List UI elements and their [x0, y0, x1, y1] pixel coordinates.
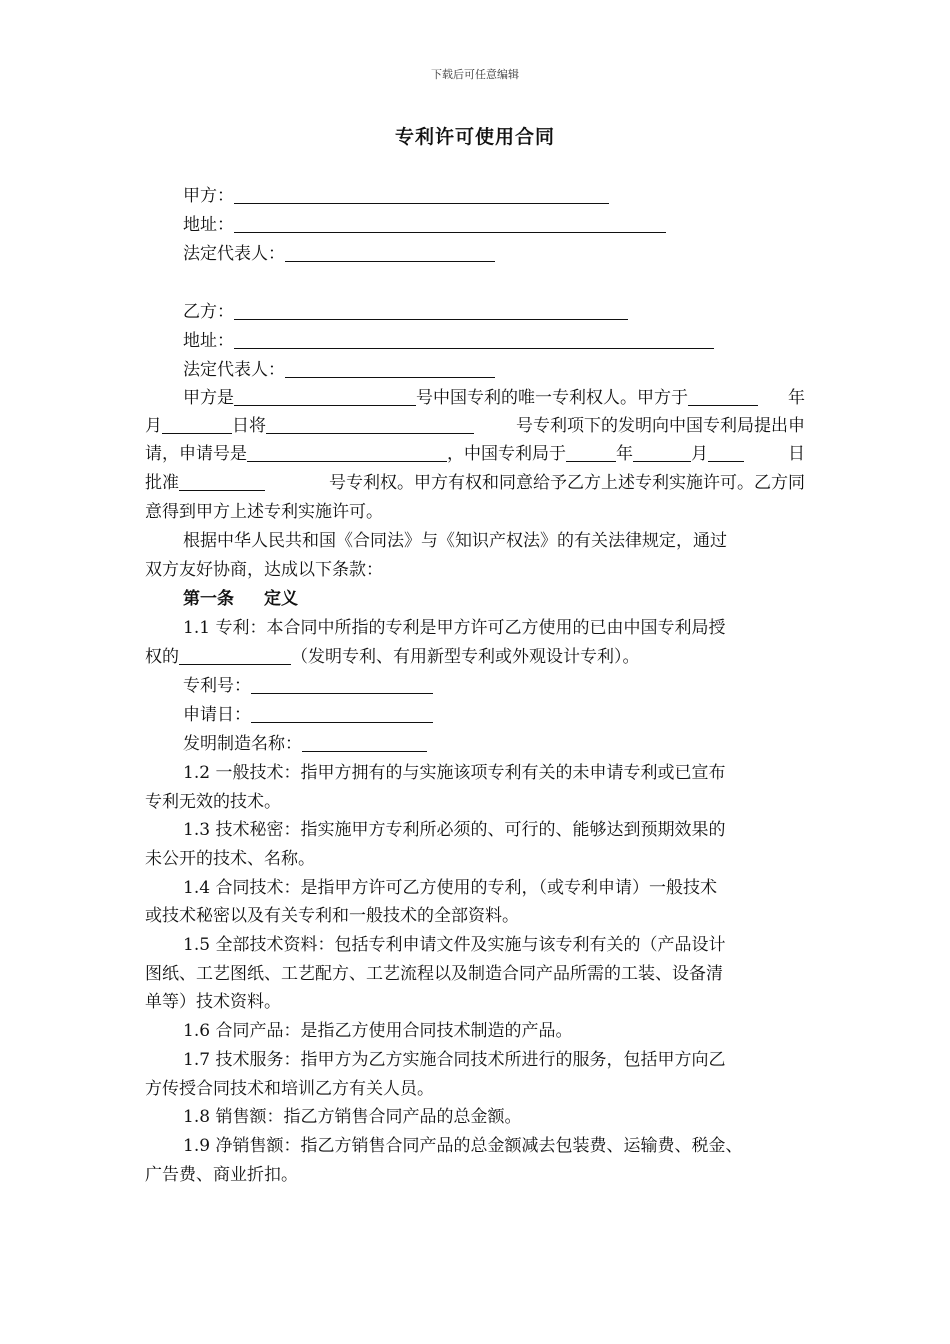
- p1-text-c: 年: [788, 388, 805, 408]
- invention-name-line: [183, 734, 427, 754]
- party-a-address-line: [183, 215, 666, 235]
- def-1-7-line2: 方传授合同技术和培训乙方有关人员。: [145, 1079, 434, 1099]
- p1-blank-year: [688, 388, 758, 406]
- party-b-rep-blank: [285, 360, 495, 378]
- page-title: 专利许可使用合同: [394, 126, 555, 148]
- party-a-label: 甲方：: [183, 186, 234, 206]
- invention-name-label: 发明制造名称：: [183, 734, 302, 754]
- def-1-1-blank: [179, 647, 291, 665]
- def-1-2-line1: 1.2 一般技术：指甲方拥有的与实施该项专利有关的未申请专利或已宣布: [183, 763, 726, 783]
- p1-text-i: 年: [616, 444, 633, 464]
- def-1-6-line1: 1.6 合同产品：是指乙方使用合同技术制造的产品。: [183, 1021, 573, 1041]
- p2-line1: 根据中华人民共和国《合同法》与《知识产权法》的有关法律规定，通过: [183, 531, 727, 551]
- article1-title: 定义: [264, 589, 298, 609]
- p1-text-g: 请，申请号是: [145, 444, 247, 464]
- p1-text-l: 批准: [145, 473, 179, 493]
- def-1-3-line2: 未公开的技术、名称。: [145, 849, 315, 869]
- p1-blank-year2: [566, 444, 616, 462]
- article1-number: 第一条: [183, 589, 234, 609]
- def-1-4-line1: 1.4 合同技术：是指甲方许可乙方使用的专利，（或专利申请）一般技术: [183, 878, 717, 898]
- def-1-1-line1: 1.1 专利：本合同中所指的专利是甲方许可乙方使用的已由中国专利局授: [183, 618, 726, 638]
- party-b-line: [183, 302, 628, 322]
- party-b-blank: [234, 302, 628, 320]
- article1-heading: [183, 589, 298, 609]
- def-1-7-line1: 1.7 技术服务：指甲方为乙方实施合同技术所进行的服务，包括甲方向乙: [183, 1050, 726, 1070]
- p1-line3: [145, 444, 805, 464]
- p1-blank-patent-no: [234, 388, 416, 406]
- party-b-address-line: [183, 331, 714, 351]
- def-1-9-line1: 1.9 净销售额：指乙方销售合同产品的总金额减去包装费、运输费、税金、: [183, 1136, 743, 1156]
- patent-no-label: 专利号：: [183, 676, 251, 696]
- apply-date-line: [183, 705, 433, 725]
- party-a-address-label: 地址：: [183, 215, 234, 235]
- def-1-1-text-b: （发明专利、有用新型专利或外观设计专利）。: [291, 647, 640, 667]
- party-a-blank: [234, 186, 609, 204]
- apply-date-blank: [251, 705, 433, 723]
- apply-date-label: 申请日：: [183, 705, 251, 725]
- p1-text-k: 日: [788, 444, 805, 464]
- header-note: 下载后可任意编辑: [431, 68, 519, 81]
- def-1-1-line2: [145, 647, 640, 667]
- party-a-line: [183, 186, 609, 206]
- def-1-8-line1: 1.8 销售额：指乙方销售合同产品的总金额。: [183, 1107, 522, 1127]
- p1-line1: [183, 388, 805, 408]
- p1-blank-apply-no: [247, 444, 447, 462]
- p1-text-b: 号中国专利的唯一专利权人。甲方于: [416, 388, 688, 408]
- def-1-4-line2: 或技术秘密以及有关专利和一般技术的全部资料。: [145, 906, 519, 926]
- patent-no-line: [183, 676, 433, 696]
- def-1-9-line2: 广告费、商业折扣。: [145, 1165, 298, 1185]
- party-b-address-blank: [234, 331, 714, 349]
- p1-text-j: 月: [691, 444, 708, 464]
- p1-blank-month: [162, 416, 232, 434]
- party-a-rep-blank: [285, 244, 495, 262]
- party-a-rep-label: 法定代表人：: [183, 244, 285, 264]
- p1-line4: [145, 473, 805, 493]
- p1-line5: 意得到甲方上述专利实施许可。: [145, 502, 383, 522]
- party-b-rep-line: [183, 360, 495, 380]
- p1-blank-grant-no: [179, 473, 265, 491]
- p1-text-f: 号专利项下的发明向中国专利局提出申: [516, 416, 805, 436]
- party-b-address-label: 地址：: [183, 331, 234, 351]
- invention-name-blank: [302, 734, 427, 752]
- party-b-rep-label: 法定代表人：: [183, 360, 285, 380]
- p1-text-d: 月: [145, 416, 162, 436]
- def-1-5-line1: 1.5 全部技术资料：包括专利申请文件及实施与该专利有关的（产品设计: [183, 935, 726, 955]
- p1-blank-day2: [708, 444, 744, 462]
- def-1-5-line2: 图纸、工艺图纸、工艺配方、工艺流程以及制造合同产品所需的工装、设备清: [145, 964, 723, 984]
- def-1-3-line1: 1.3 技术秘密：指实施甲方专利所必须的、可行的、能够达到预期效果的: [183, 820, 726, 840]
- p1-line2: [145, 416, 805, 436]
- p1-text-e: 日将: [232, 416, 266, 436]
- def-1-5-line3: 单等）技术资料。: [145, 992, 281, 1012]
- def-1-2-line2: 专利无效的技术。: [145, 792, 281, 812]
- p1-blank-month2: [633, 444, 691, 462]
- party-a-rep-line: [183, 244, 495, 264]
- p2-line2: 双方友好协商，达成以下条款：: [145, 560, 383, 580]
- def-1-1-text-a: 权的: [145, 647, 179, 667]
- p1-blank-patent2: [266, 416, 474, 434]
- party-b-label: 乙方：: [183, 302, 234, 322]
- p1-text-h: ，中国专利局于: [447, 444, 566, 464]
- patent-no-blank: [251, 676, 433, 694]
- party-a-address-blank: [234, 215, 666, 233]
- p1-text-a: 甲方是: [183, 388, 234, 408]
- p1-text-m: 号专利权。甲方有权和同意给予乙方上述专利实施许可。乙方同: [329, 473, 805, 493]
